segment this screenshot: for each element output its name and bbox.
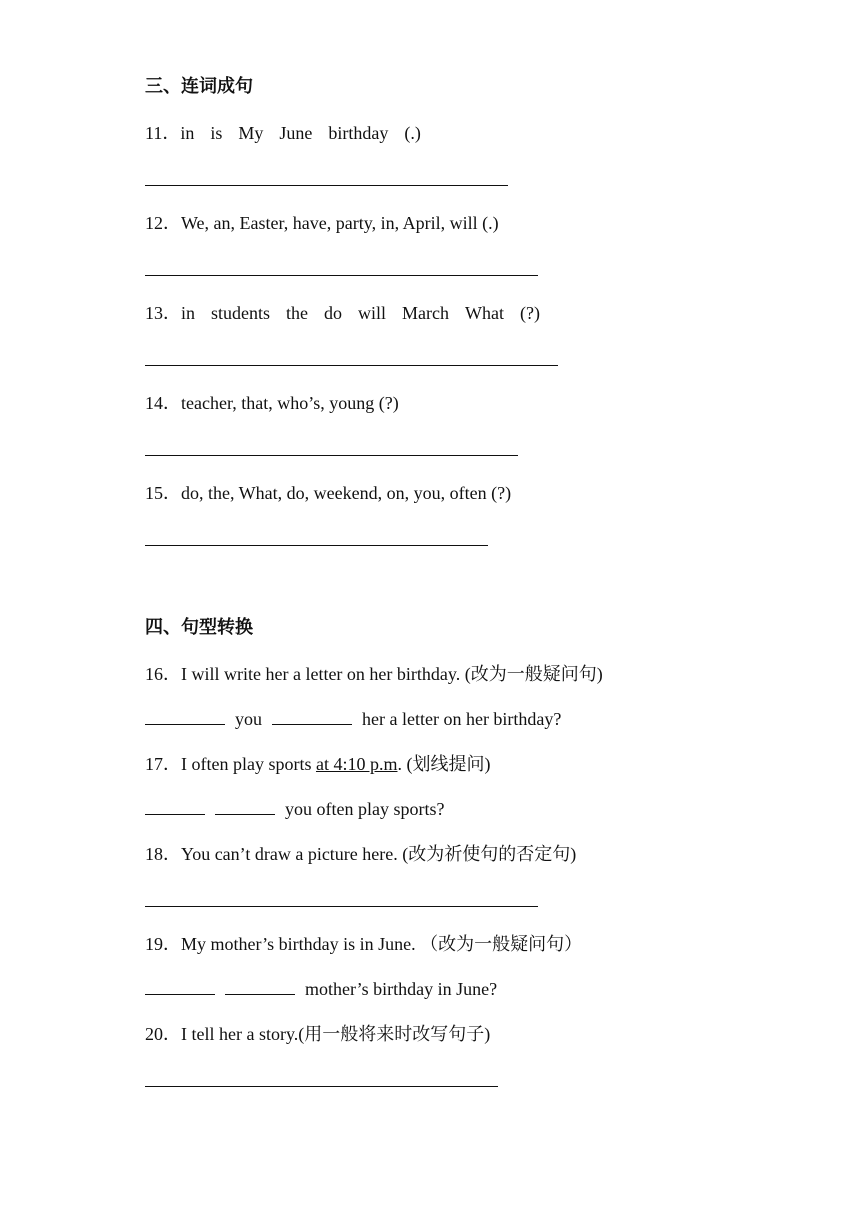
answer-line-15[interactable] — [145, 545, 488, 546]
question-13 — [145, 302, 540, 324]
question-19 — [145, 933, 582, 955]
section-heading-3: 三、连词成句 — [145, 76, 253, 97]
section-heading-4: 四、句型转换 — [145, 617, 253, 638]
word: do — [324, 303, 343, 323]
question-text: I often play sports — [181, 754, 316, 774]
question-text: do, the, What, do, weekend, on, you, often (?) — [181, 483, 512, 503]
word: What — [465, 303, 505, 323]
question-17 — [145, 753, 490, 775]
question-text: . (划线提问) — [397, 754, 491, 774]
question-number: 19． — [145, 934, 181, 954]
answer-line-13[interactable] — [145, 365, 558, 366]
question-11 — [145, 122, 421, 144]
question-number: 13． — [145, 303, 181, 323]
answer-blank[interactable] — [145, 978, 215, 995]
question-18 — [145, 843, 576, 865]
word: birthday — [328, 123, 389, 143]
question-text: We, an, Easter, have, party, in, April, will (.) — [181, 213, 499, 233]
question-text: You can’t draw a picture here. (改为祈使句的否定句) — [181, 844, 577, 864]
word: is — [210, 123, 223, 143]
word: (?) — [520, 303, 540, 323]
question-16 — [145, 663, 603, 685]
answer-line-18[interactable] — [145, 906, 538, 907]
word: will — [358, 303, 387, 323]
question-number: 20． — [145, 1024, 181, 1044]
word: (.) — [404, 123, 421, 143]
question-number: 16． — [145, 664, 181, 684]
word: students — [211, 303, 271, 323]
question-14 — [145, 392, 399, 414]
answer-line-12[interactable] — [145, 275, 538, 276]
answer-blank[interactable] — [215, 798, 275, 815]
answer-blank[interactable] — [272, 708, 352, 725]
question-text: teacher, that, who’s, young (?) — [181, 393, 399, 413]
answer-text: you often play sports? — [285, 799, 445, 819]
question-20 — [145, 1023, 490, 1045]
answer-blank[interactable] — [145, 798, 205, 815]
answer-line-14[interactable] — [145, 455, 518, 456]
answer-row-19 — [145, 978, 497, 1000]
word: the — [286, 303, 309, 323]
answer-word: you — [235, 709, 262, 729]
answer-blank[interactable] — [145, 708, 225, 725]
answer-text: her a letter on her birthday? — [362, 709, 562, 729]
answer-row-16 — [145, 708, 561, 730]
question-text: My mother’s birthday is in June. （改为一般疑问句） — [181, 934, 583, 954]
word: in — [181, 303, 196, 323]
question-number: 17． — [145, 754, 181, 774]
question-number: 12． — [145, 213, 181, 233]
word: March — [402, 303, 450, 323]
word: in — [180, 123, 195, 143]
question-number: 14． — [145, 393, 181, 413]
underlined-phrase: at 4:10 p.m — [315, 754, 398, 774]
question-text: I will write her a letter on her birthday. (改为一般疑问句) — [181, 664, 603, 684]
answer-line-20[interactable] — [145, 1086, 498, 1087]
question-15 — [145, 482, 511, 504]
word: June — [279, 123, 313, 143]
question-number: 18． — [145, 844, 181, 864]
question-12 — [145, 212, 499, 234]
word: My — [238, 123, 264, 143]
answer-blank[interactable] — [225, 978, 295, 995]
question-number: 11． — [145, 123, 181, 143]
answer-text: mother’s birthday in June? — [305, 979, 498, 999]
answer-line-11[interactable] — [145, 185, 508, 186]
answer-row-17 — [145, 798, 444, 820]
question-number: 15． — [145, 483, 181, 503]
question-text: I tell her a story.(用一般将来时改写句子) — [181, 1024, 491, 1044]
